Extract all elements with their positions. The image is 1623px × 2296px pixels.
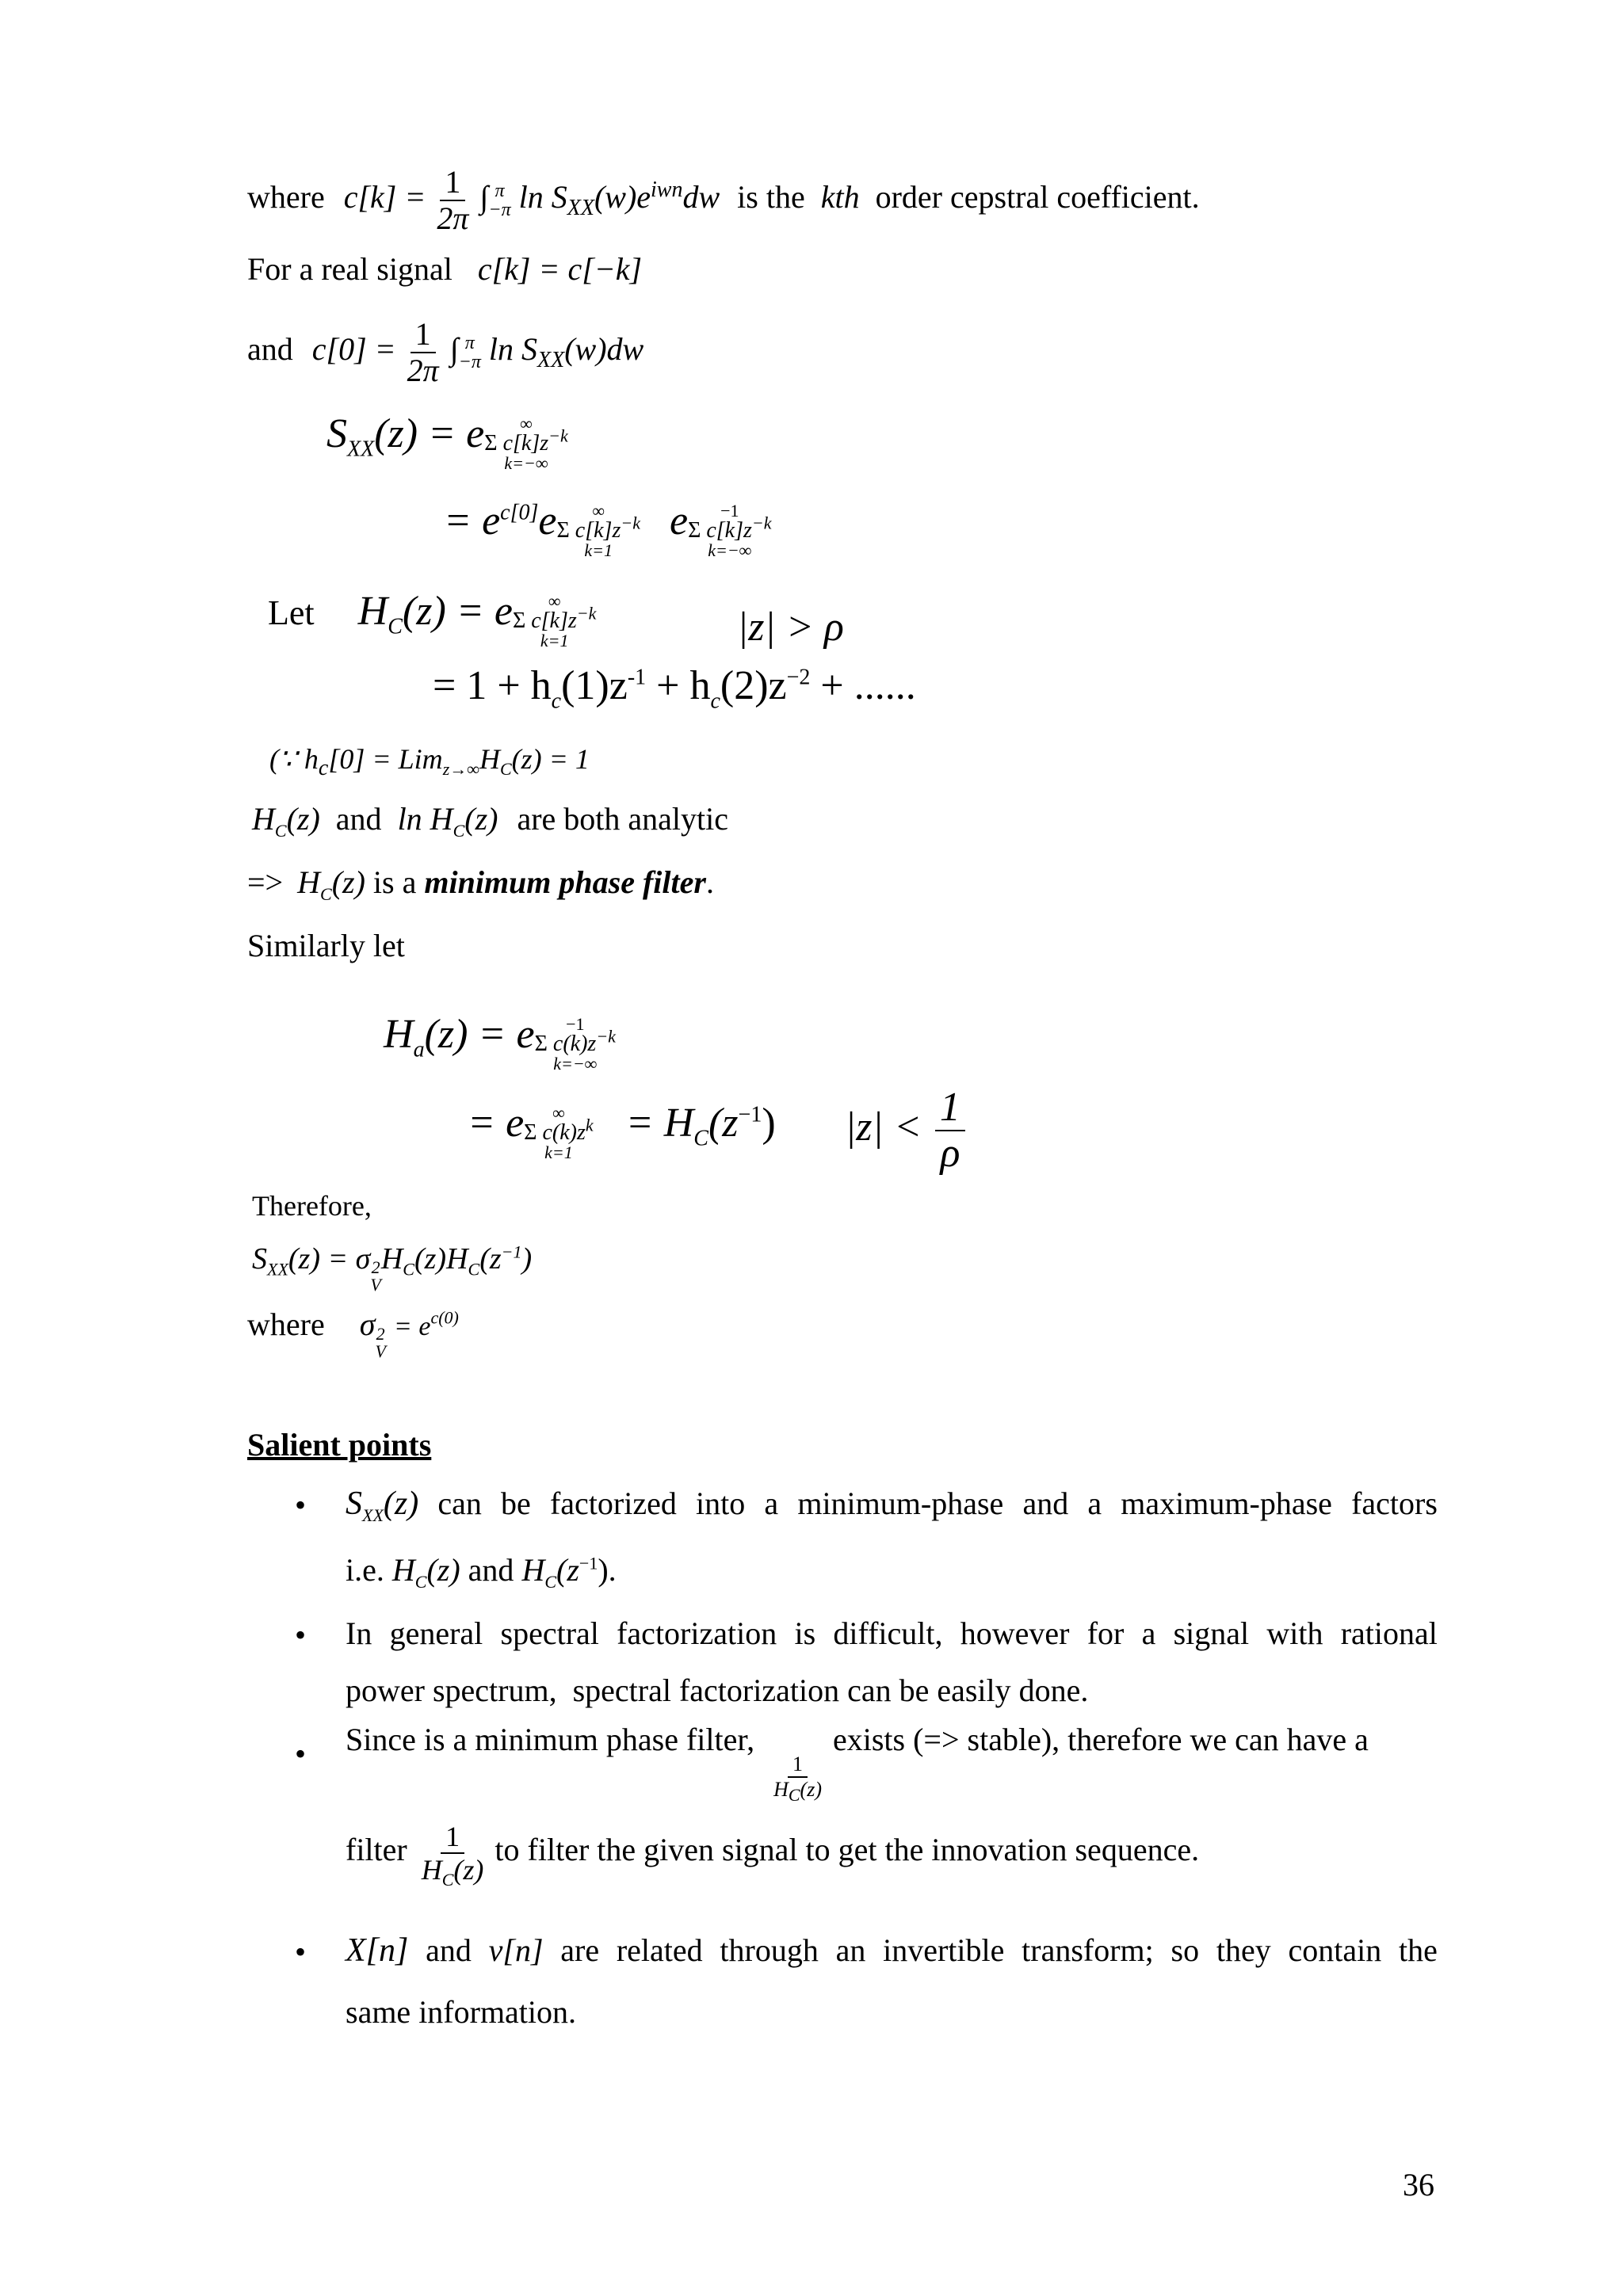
real-signal-line: For a real signal c[k] = c[−k]: [247, 251, 643, 287]
initial-value-note: (∵ $h_c[0] = Lim_{z\to\infty}H_C(z) = 1$: [269, 743, 590, 781]
integral: ∫ π −π: [479, 179, 511, 220]
bullet-marker-1: •: [295, 1487, 307, 1523]
minimum-phase-line: => $H_C(z)$ is a minimum phase filter.: [247, 864, 714, 904]
bullet-2-text: [346, 1605, 1438, 1719]
one-over-rho: $\frac{1}{\rho}$: [935, 1087, 965, 1174]
integral-b: ∫ π −π: [449, 331, 481, 372]
bullet-1-text: [346, 1475, 1438, 1599]
bullet-3-line-2: filter $\frac{1}{H_C(z)}$ to filter the given signal to get the innovation sequence.: [346, 1821, 1200, 1890]
hc-definition-eq: Let $H_C(z) = e$ ∞ Σ $c[k]z^{-k}$ k=1: [268, 589, 597, 650]
exponent-negative: −1 Σ $c[k]z^{-k}$ k=−∞: [688, 501, 772, 560]
bullet-marker-4: •: [295, 1934, 307, 1970]
cepstral-definition-line: where c[k] = $\frac{1}{2\pi}$ ∫ π −π $\ln S_{XX}(w)e^{iwn}dw$ is the kth order cepstral coefficient.: [247, 164, 1200, 236]
ha-definition-eq: $H_a(z) = e$ −1 Σ $c(k)z^{-k}$ k=−∞: [384, 1012, 616, 1074]
sxx-split-eq: = $e^{c[0]}e$ ∞ Σ $c[k]z^{-k}$ k=1 e −1 Σ $c[k]z^{-k}$ k=−∞: [444, 498, 772, 560]
ha-exponent-2: ∞ Σ $c(k)z^k$ k=1: [524, 1103, 594, 1162]
bullet-4-line-2: same information.: [346, 1994, 577, 2030]
inverse-hc-fraction: $\frac{1}{H_C(z)}$: [421, 1821, 484, 1890]
sxx-exponential-eq: $S_{XX}(z) = e$ ∞ Σ $c[k]z^{-k}$ k=−∞: [327, 411, 568, 473]
symmetry-eq: c[k] = c[−k]: [477, 251, 643, 287]
bullet-4-line-1: X[n] and v[n] are related through an invertible transform; so they contain the: [346, 1932, 1438, 1969]
ck-lhs: c[k] =: [343, 179, 426, 215]
bullet-2-line-1: In general spectral factorization is difficult, however for a signal with rational: [346, 1615, 1438, 1651]
bullet-3-line-1: Since is a minimum phase filter, $\frac{1}{H_C(z)}$ exists (=> stable), therefore we can have a: [346, 1722, 1369, 1806]
fraction-1-over-2pi: $\frac{1}{2\pi}$: [437, 164, 469, 236]
bullet-4-text: [346, 1922, 1438, 2041]
hc-exponent: ∞ Σ $c[k]z^{-k}$ k=1: [512, 591, 597, 650]
sxx-exponent: ∞ Σ $c[k]z^{-k}$ k=−∞: [484, 414, 568, 473]
analytic-line: $H_C(z)$ and $\ln H_C(z)$ are both analytic: [252, 801, 729, 841]
salient-points-heading: Salient points: [247, 1427, 432, 1463]
hc-region-condition: |z| > ρ: [737, 605, 844, 650]
bullet-2-line-2: power spectrum, spectral factorization can be easily done.: [346, 1672, 1089, 1708]
integrand: ln S: [518, 179, 567, 215]
where-text: where: [247, 179, 325, 215]
variance-definition-line: where σ 2 V = $e^{c(0)}$: [247, 1306, 459, 1361]
hc-series-eq: = $1 + h_c(1)z^{-1} + h_c(2)z^{-2}$ + ......: [433, 663, 916, 714]
spectral-factorization-eq: $S_{XX}(z) = \sigma$ 2 V $H_C(z)H_C(z^{-1})$: [252, 1241, 533, 1295]
c0-definition-line: and c[0] = $\frac{1}{2\pi}$ ∫ π −π $\ln S_{XX}(w)dw$: [247, 316, 644, 388]
therefore-line: Therefore,: [252, 1190, 372, 1222]
fraction-1-over-2pi-b: $\frac{1}{2\pi}$: [407, 316, 439, 388]
page-number: 36: [1403, 2167, 1434, 2203]
exponent-positive: ∞ Σ $c[k]z^{-k}$ k=1: [556, 501, 640, 560]
minimum-phase-filter-term: minimum phase filter: [424, 864, 706, 900]
ha-exponent: −1 Σ $c(k)z^{-k}$ k=−∞: [534, 1014, 616, 1074]
bullet-1-line-1: $S_{XX}(z)$ can be factorized into a minimum-phase and a maximum-phase factors: [346, 1486, 1438, 1525]
similarly-line: Similarly let: [247, 928, 405, 963]
bullet-marker-2: •: [295, 1617, 307, 1653]
bullet-1-line-2: i.e. $H_C(z)$ and $H_C(z^{-1})$.: [346, 1552, 617, 1592]
bullet-marker-3: •: [295, 1736, 307, 1772]
ha-equivalence-eq: = e ∞ Σ $c(k)z^k$ k=1 = $H_C(z^{-1})$: [468, 1100, 776, 1162]
inverse-hc-fraction-small: $\frac{1}{H_C(z)}$: [773, 1753, 822, 1806]
ha-region-condition: |z| < $\frac{1}{\rho}$: [845, 1087, 968, 1174]
